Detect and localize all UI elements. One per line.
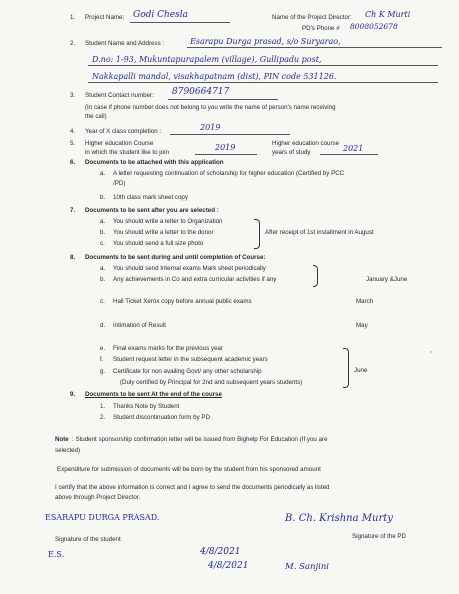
x-class-value: 2019 (200, 123, 221, 132)
date-handwritten-mark: 4/8/2021 (208, 561, 249, 571)
num-5: 5. (70, 140, 76, 147)
num-9-2: 2. (100, 414, 106, 421)
section-7-item-a: You should write a letter to Organization (113, 218, 223, 225)
section-8-title: Documents to be sent during and until completion of Course: (85, 254, 266, 261)
section-7-item-b: You should write a letter to the donor (113, 229, 214, 236)
num-1: 1. (70, 14, 76, 21)
course-label-2: in which the student like to join (85, 149, 169, 156)
project-director-value: Ch K Murti (365, 10, 411, 19)
contact-note-2: the call) (85, 113, 107, 120)
address-underline-3 (88, 82, 438, 83)
student-signature-label: Signature of the student (55, 536, 121, 543)
section-6-item-a-2: /PD) (113, 180, 126, 187)
address-line-1: Esarapu Durga prasad, s/o Suryarao, (190, 37, 341, 46)
note-label: Note (55, 436, 69, 443)
num-3: 3. (70, 92, 76, 99)
note-text: : Student sponsorship confirmation letter will be issued from Bighelp For Education (If you are (72, 436, 328, 443)
address-underline-1 (187, 47, 442, 48)
section-8-item-g: Certificate for non availing Govt/ any other scholarship (113, 368, 262, 375)
pd-signature: B. Ch. Krishna Murty (285, 513, 393, 524)
contact-underline (168, 99, 278, 100)
years-label: Higher education course (272, 140, 340, 147)
project-name-line (130, 22, 230, 23)
section-8-item-f: Student request letter in the subsequent academic years (113, 356, 268, 363)
years-value: 2021 (343, 144, 364, 153)
num-7: 7. (70, 207, 76, 214)
x-class-underline (170, 134, 290, 135)
num-4: 4. (70, 128, 76, 135)
student-signature: ESARAPU DURGA PRASAD. (45, 513, 160, 522)
expenditure-text: Expenditure for submission of documents will be born by the student from his sponsored amount (57, 466, 321, 473)
section-8-item-g-2: (Duly certified by Principal for 2nd and subsequent years students) (120, 379, 303, 386)
section-8-item-b: Any achievements in Co and extra curricular activities if any (113, 276, 277, 283)
section-8-ab-brace (313, 265, 318, 287)
section-6-title: Documents to be attached with this application (85, 159, 224, 166)
num-9-1: 1. (100, 403, 106, 410)
num-8: 8. (70, 254, 76, 261)
num-6: 6. (70, 159, 76, 166)
num-2: 2. (70, 40, 76, 47)
section-8-c-timing: March (356, 298, 374, 305)
letter-8a: a. (100, 265, 106, 272)
section-8-item-c: Hall Ticket Xerox copy before annual public exams (113, 298, 252, 305)
section-6-item-a: A letter requesting continuation of scholarship for higher education (Certified by PCC (113, 170, 345, 177)
section-8-efg-timing: June (354, 367, 368, 374)
stray-mark: , (430, 345, 433, 354)
section-8-item-e: Final exams marks for the previous year (113, 345, 224, 352)
letter-7c: c. (100, 240, 105, 247)
section-8-ab-timing: January &June (366, 276, 408, 283)
project-director-label: Name of the Project Director: (272, 14, 352, 21)
project-name-label: Project Name: (85, 14, 125, 21)
letter-7b: b. (100, 229, 106, 236)
contact-note: (In case if phone number does not belong to you write the name of person's name receiving (85, 104, 336, 111)
section-7-title: Documents to be sent after you are selected : (85, 207, 219, 214)
section-6-item-b: 10th class mark sheet copy (113, 194, 188, 201)
address-underline-2 (88, 65, 438, 66)
contact-number-value: 8790664717 (172, 87, 230, 97)
letter-7a: a. (100, 218, 106, 225)
course-label: Higher education Course (85, 140, 154, 147)
letter-8d: d. (100, 322, 106, 329)
date-handwritten: 4/8/2021 (200, 547, 241, 557)
student-address-label: Student Name and Address : (85, 40, 165, 47)
section-8-item-d: Intimation of Result (113, 322, 166, 329)
section-9-title: Documents to be sent At the end of the course (85, 391, 222, 398)
course-value: 2019 (215, 143, 236, 152)
contact-number-label: Student Contact number: (85, 92, 154, 99)
letter-8f: f. (100, 356, 104, 363)
x-class-label: Year of X class completion : (85, 128, 162, 135)
bottom-signature: M. Sanjini (285, 562, 330, 572)
letter-6b: b. (100, 194, 106, 201)
section-9-item-2: Student discontinuation form by PD (113, 414, 210, 421)
certify-text-1: I certify that the above information is correct and I agree to send the documents periodically as listed (55, 484, 330, 491)
section-7-item-c: You should send a full size photo (113, 240, 204, 247)
section-8-item-a: You should send Internal exams Mark sheet periodically (113, 265, 266, 272)
section-9-item-1: Thanks Note by Student (113, 403, 180, 410)
pd-phone-label: PD's Phone # (302, 25, 340, 32)
pd-signature-label: Signature of the PD (352, 533, 407, 540)
letter-8e: e. (100, 345, 106, 352)
course-underline (195, 154, 257, 155)
project-name-value: Godi Chesla (133, 10, 188, 20)
letter-8b: b. (100, 276, 106, 283)
section-8-d-timing: May (356, 322, 368, 329)
letter-8g: g. (100, 368, 106, 375)
num-9: 9. (70, 391, 76, 398)
letter-6a: a. (100, 170, 106, 177)
student-initials: E.S. (48, 550, 65, 559)
address-line-3: Nakkapalli mandal, visakhapatnam (dist), PIN code 531126. (92, 72, 337, 81)
section-7-brace (254, 219, 260, 249)
pd-phone-value: 8008052678 (350, 22, 398, 31)
section-8-efg-brace (343, 348, 349, 388)
letter-8c: c. (100, 298, 105, 305)
years-underline (320, 154, 378, 155)
years-label-2: years of study (272, 149, 311, 156)
section-7-timing: After receipt of 1st installment in August (265, 229, 374, 236)
address-line-2: D.no: 1-93, Mukuntapurapalem (village), Gullipadu post, (92, 55, 322, 64)
note-text-2: selected) (55, 447, 81, 454)
certify-text-2: above through Project Director. (55, 494, 141, 501)
